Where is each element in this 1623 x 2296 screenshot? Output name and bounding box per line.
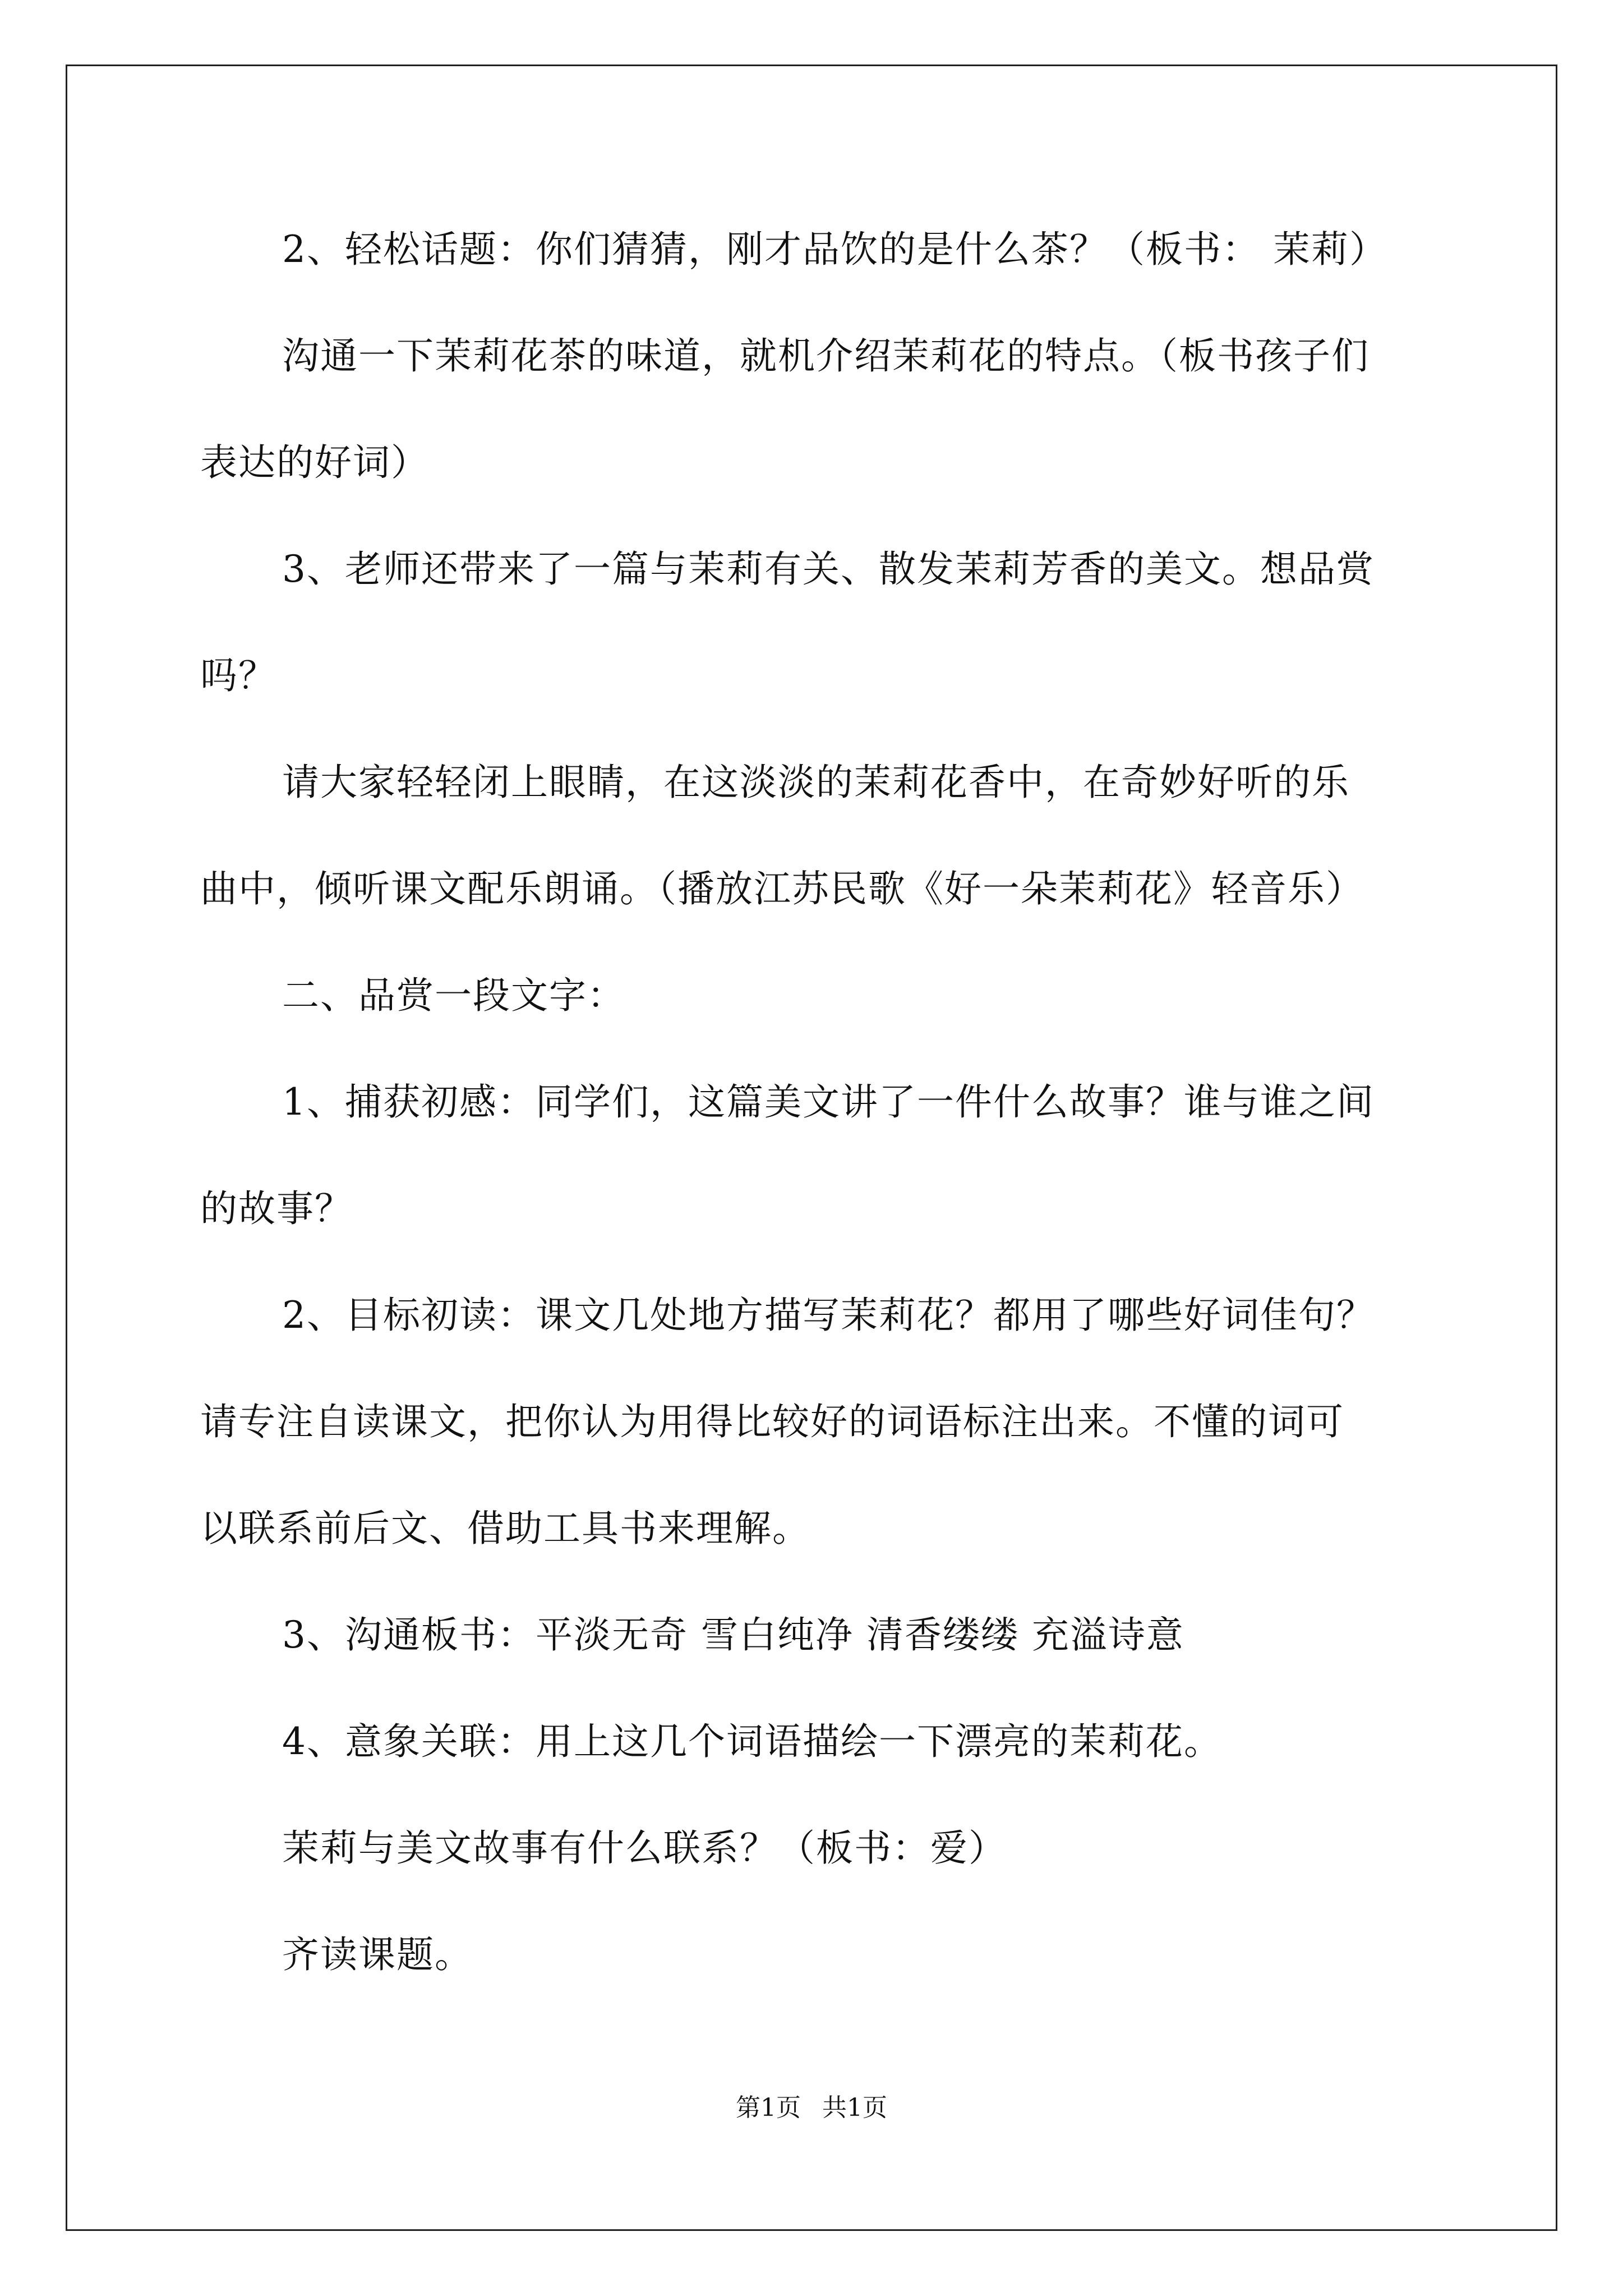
- paragraph-line: 表达的好词）: [200, 441, 429, 484]
- paragraph-line: 吗？: [200, 654, 276, 697]
- paragraph-line: 以联系前后文、借助工具书来理解。: [200, 1507, 810, 1550]
- paragraph-line: 4、意象关联：用上这几个词语描绘一下漂亮的茉莉花。: [282, 1720, 1222, 1763]
- paragraph-line: 请大家轻轻闭上眼睛，在这淡淡的茉莉花香中，在奇妙好听的乐: [282, 761, 1350, 804]
- paragraph-line: 1、捕获初感：同学们，这篇美文讲了一件什么故事？谁与谁之间: [282, 1080, 1375, 1124]
- paragraph-line: 3、老师还带来了一篇与茉莉有关、散发茉莉芳香的美文。想品赏: [282, 547, 1375, 591]
- paragraph-line: 3、沟通板书：平淡无奇 雪白纯净 清香缕缕 充溢诗意: [282, 1613, 1184, 1657]
- paragraph-line: 曲中，倾听课文配乐朗诵。（播放江苏民歌《好一朵茉莉花》轻音乐）: [200, 867, 1364, 910]
- page-footer: [0, 2091, 1623, 2125]
- paragraph-line: 的故事？: [200, 1187, 353, 1230]
- paragraph-line: 请专注自读课文，把你认为用得比较好的词语标注出来。不懂的词可: [200, 1400, 1344, 1443]
- paragraph-line: 沟通一下茉莉花茶的味道，就机介绍茉莉花的特点。（板书孩子们: [282, 334, 1370, 378]
- page-border: [66, 65, 1557, 2231]
- paragraph-line: 2、目标初读：课文几处地方描写茉莉花？都用了哪些好词佳句？: [282, 1294, 1375, 1337]
- paragraph-line: 茉莉与美文故事有什么联系？（板书：爱）: [282, 1826, 1007, 1870]
- paragraph-line: 2、轻松话题：你们猜猜，刚才品饮的是什么茶？（板书： 茉莉）: [282, 228, 1387, 271]
- page-number: 第1页: [736, 2093, 801, 2122]
- paragraph-line: 齐读课题。: [282, 1933, 473, 1976]
- section-heading: 二、品赏一段文字：: [282, 974, 625, 1017]
- page-total: 共1页: [822, 2093, 887, 2122]
